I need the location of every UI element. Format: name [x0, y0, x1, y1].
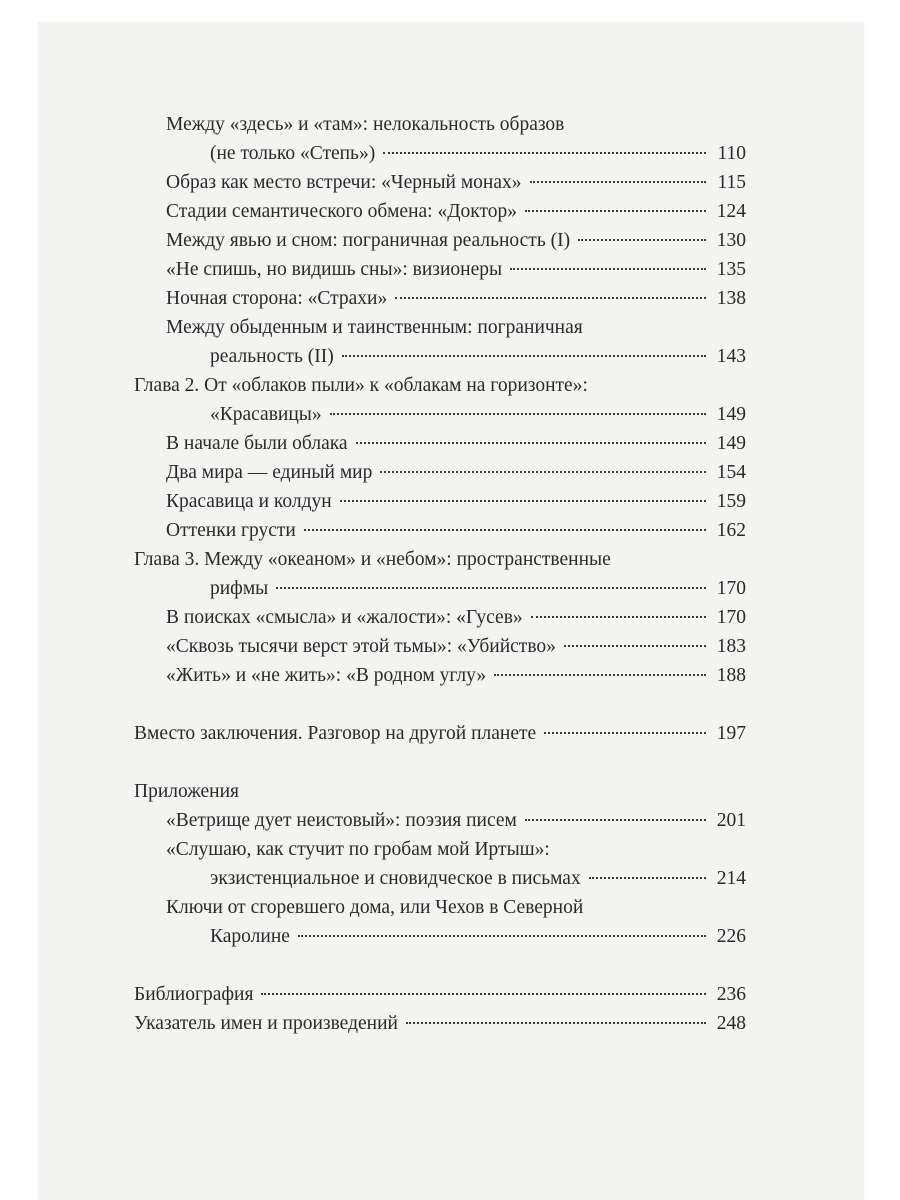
- toc-entry: [134, 255, 746, 284]
- dot-leader: [395, 296, 706, 299]
- toc-chapter: [134, 371, 746, 400]
- toc-chapter: [134, 777, 746, 806]
- dot-leader: [564, 644, 706, 647]
- toc-entry: [134, 110, 746, 139]
- toc-page-number: 170: [716, 578, 746, 599]
- toc-entry: [134, 603, 746, 632]
- toc-entry-title: Красавица и колдун: [166, 491, 332, 512]
- toc-entry-title: В начале были облака: [166, 433, 348, 454]
- toc-entry: [134, 487, 746, 516]
- dot-leader: [383, 151, 706, 154]
- toc-page-number: 248: [716, 1013, 746, 1034]
- toc-entry-title: Стадии семантического обмена: «Доктор»: [166, 201, 517, 222]
- toc-entry-title: рифмы: [210, 578, 269, 599]
- toc-entry: [134, 226, 746, 255]
- dot-leader: [530, 180, 706, 183]
- toc-entry: [134, 516, 746, 545]
- toc-entry: [134, 893, 746, 922]
- toc-page-number: 197: [716, 723, 746, 744]
- dot-leader: [531, 615, 706, 618]
- toc-page-number: 143: [716, 346, 746, 367]
- toc-entry-title: «Сквозь тысячи верст этой тьмы»: «Убийство»: [166, 636, 556, 657]
- dot-leader: [525, 209, 706, 212]
- toc-entry: [134, 284, 746, 313]
- dot-leader: [589, 876, 706, 879]
- toc-entry-title: «Ветрище дует неистовый»: поэзия писем: [166, 810, 517, 831]
- toc-page-number: 236: [716, 984, 746, 1005]
- toc-page-number: 162: [716, 520, 746, 541]
- dot-leader: [261, 992, 706, 995]
- toc-entry-title: «Слушаю, как стучит по гробам мой Иртыш»:: [166, 839, 550, 860]
- toc-page-number: 124: [716, 201, 746, 222]
- dot-leader: [342, 354, 706, 357]
- toc-page-number: 149: [716, 404, 746, 425]
- dot-leader: [525, 818, 706, 821]
- toc-page-number: 110: [717, 143, 746, 164]
- toc-entry: [134, 806, 746, 835]
- toc-entry-title: Ключи от сгоревшего дома, или Чехов в Северной: [166, 897, 584, 918]
- toc-entry-title: Два мира — единый мир: [166, 462, 373, 483]
- toc-chapter: [134, 980, 746, 1009]
- toc-page-number: 226: [716, 926, 746, 947]
- toc-entry: [134, 197, 746, 226]
- toc-page-number: 138: [716, 288, 746, 309]
- toc-entry: [134, 835, 746, 864]
- toc-page-number: 170: [716, 607, 746, 628]
- book-page: [38, 22, 864, 1200]
- dot-leader: [510, 267, 706, 270]
- toc-entry-title: реальность (II): [210, 346, 334, 367]
- toc-page-number: 188: [716, 665, 746, 686]
- toc-entry-title: «Не спишь, но видишь сны»: визионеры: [166, 259, 503, 280]
- toc-entry: [134, 429, 746, 458]
- table-of-contents: [134, 110, 746, 1038]
- dot-leader: [298, 934, 706, 937]
- dot-leader: [406, 1021, 706, 1024]
- toc-entry-title: «Жить» и «не жить»: «В родном углу»: [166, 665, 487, 686]
- toc-entry: [134, 313, 746, 342]
- dot-leader: [340, 499, 706, 502]
- toc-entry: [134, 632, 746, 661]
- toc-entry: [134, 139, 746, 168]
- toc-entry: [134, 661, 746, 690]
- toc-entry-title: (не только «Степь»): [210, 143, 376, 164]
- toc-entry-title: Каролине: [210, 926, 290, 947]
- toc-entry-title: Между явью и сном: пограничная реальность (I): [166, 230, 571, 251]
- toc-chapter: [134, 719, 746, 748]
- toc-page-number: 135: [716, 259, 746, 280]
- toc-entry-title: Образ как место встречи: «Черный монах»: [166, 172, 522, 193]
- toc-chapter-title: Библиография: [134, 984, 254, 1005]
- toc-page-number: 149: [716, 433, 746, 454]
- toc-chapter-title: Вместо заключения. Разговор на другой планете: [134, 723, 537, 744]
- toc-chapter-title: Глава 3. Между «океаном» и «небом»: пространственные: [134, 549, 611, 570]
- toc-entry: [134, 400, 746, 429]
- toc-entry: [134, 864, 746, 893]
- dot-leader: [578, 238, 706, 241]
- toc-entry-title: Ночная сторона: «Страхи»: [166, 288, 388, 309]
- dot-leader: [304, 528, 706, 531]
- dot-leader: [356, 441, 706, 444]
- dot-leader: [276, 586, 706, 589]
- toc-chapter-title: Приложения: [134, 781, 239, 802]
- section-spacer: [134, 748, 746, 777]
- toc-page-number: 115: [717, 172, 746, 193]
- toc-entry: [134, 458, 746, 487]
- toc-entry: [134, 342, 746, 371]
- dot-leader: [544, 731, 706, 734]
- toc-entry: [134, 168, 746, 197]
- section-spacer: [134, 951, 746, 980]
- toc-page-number: 154: [716, 462, 746, 483]
- dot-leader: [330, 412, 706, 415]
- toc-entry: [134, 574, 746, 603]
- toc-entry-title: «Красавицы»: [210, 404, 322, 425]
- toc-page-number: 130: [716, 230, 746, 251]
- toc-chapter: [134, 1009, 746, 1038]
- toc-chapter: [134, 545, 746, 574]
- dot-leader: [494, 673, 706, 676]
- toc-page-number: 183: [716, 636, 746, 657]
- toc-entry-title: В поисках «смысла» и «жалости»: «Гусев»: [166, 607, 523, 628]
- toc-chapter-title: Указатель имен и произведений: [134, 1013, 398, 1034]
- toc-entry-title: Между «здесь» и «там»: нелокальность образов: [166, 114, 565, 135]
- toc-chapter-title: Глава 2. От «облаков пыли» к «облакам на горизонте»:: [134, 375, 588, 396]
- toc-page-number: 214: [716, 868, 746, 889]
- toc-entry-title: Оттенки грусти: [166, 520, 296, 541]
- dot-leader: [380, 470, 706, 473]
- toc-entry-title: экзистенциальное и сновидческое в письмах: [210, 868, 581, 889]
- toc-page-number: 159: [716, 491, 746, 512]
- toc-page-number: 201: [716, 810, 746, 831]
- toc-entry-title: Между обыденным и таинственным: пограничная: [166, 317, 583, 338]
- toc-entry: [134, 922, 746, 951]
- section-spacer: [134, 690, 746, 719]
